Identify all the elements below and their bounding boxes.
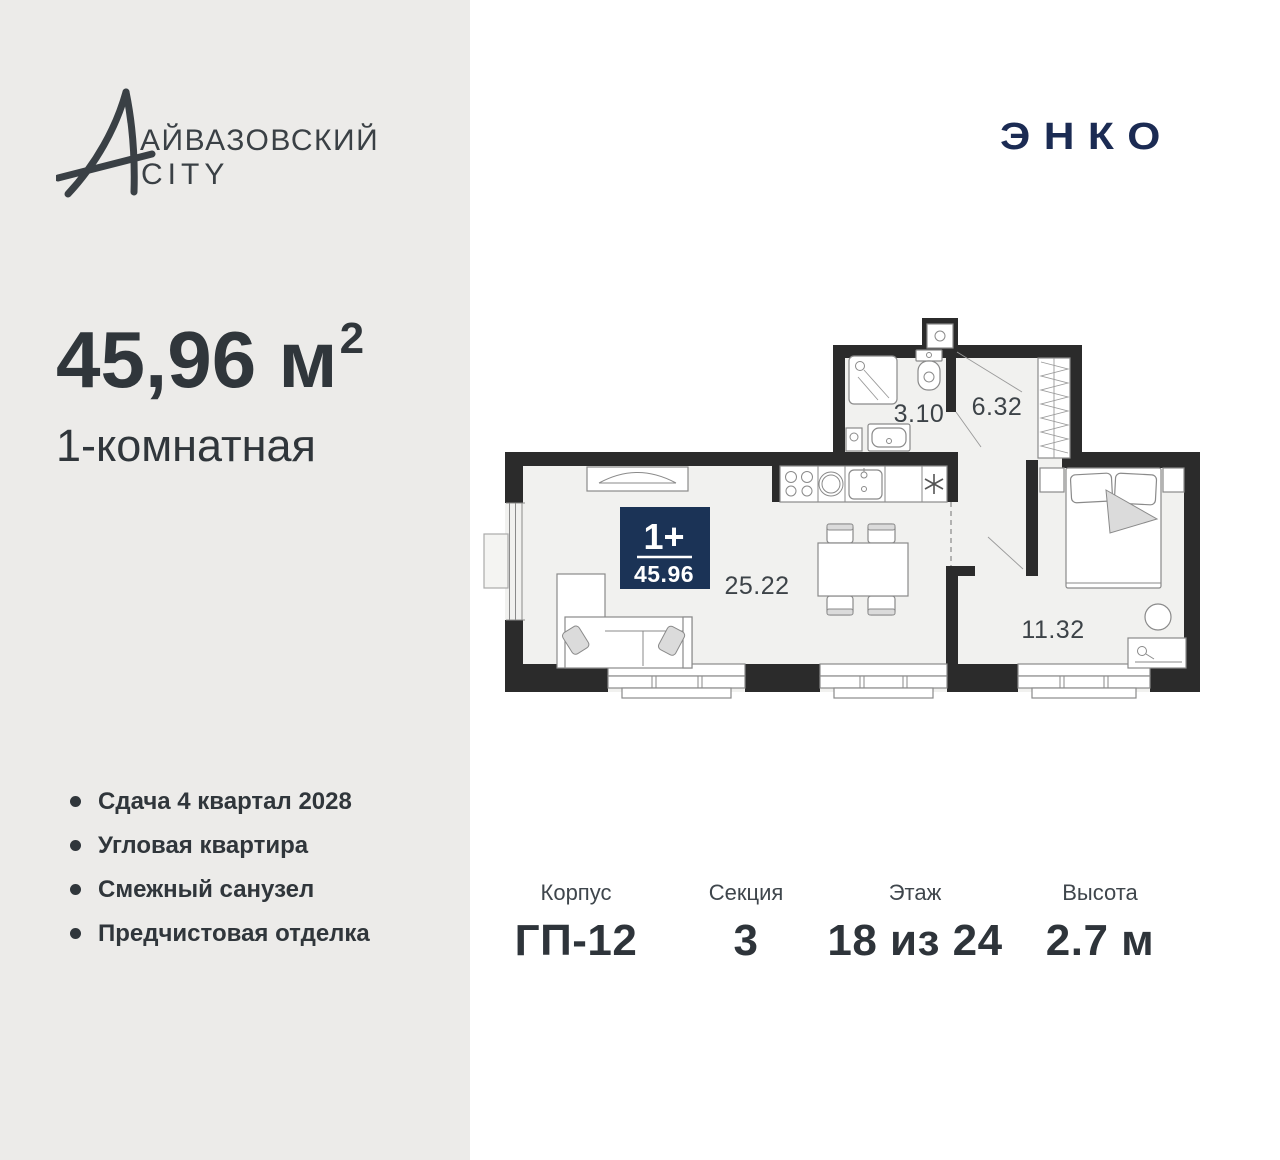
apartment-area (56, 314, 365, 404)
shower-icon (849, 356, 897, 404)
spec-height (1046, 880, 1154, 966)
vent-shaft-icon (927, 324, 953, 348)
spec-label: Высота (1062, 880, 1138, 905)
spec-label: Корпус (540, 880, 612, 905)
bullet-icon (70, 928, 81, 939)
room-label-bathroom: 3.10 (893, 400, 945, 428)
kitchen-counter (780, 466, 947, 502)
shelf (587, 467, 688, 491)
desk (1128, 638, 1186, 668)
spec-value: 2.7 м (1045, 916, 1155, 965)
room-label-hall: 6.32 (971, 393, 1023, 421)
feature-item: Предчистовая отделка (56, 920, 370, 947)
bullet-icon (70, 884, 81, 895)
spec-floor (827, 880, 1002, 966)
spec-value: ГП-12 (514, 916, 638, 965)
brand-name-suffix: CITY (141, 158, 230, 191)
bed (1066, 468, 1161, 588)
desk-chair-icon (1145, 604, 1171, 630)
kitchen-sink-icon (849, 468, 882, 499)
area-value: 45,96 м (56, 315, 338, 404)
feature-list (56, 788, 370, 964)
wardrobe (1038, 358, 1070, 458)
bullet-icon (70, 796, 81, 807)
feature-item: Угловая квартира (56, 832, 370, 859)
feature-item: Смежный санузел (56, 876, 370, 903)
spec-value: 18 из 24 (827, 916, 1003, 965)
spec-label: Секция (708, 880, 784, 905)
balcony (484, 534, 508, 588)
spec-value: 3 (733, 916, 759, 965)
info-panel (0, 0, 470, 1160)
toilet-icon (916, 350, 942, 390)
brand-name: АЙВАЗОВСКИЙ (140, 124, 380, 157)
room-label-living: 25.22 (724, 572, 790, 600)
badge-area: 45.96 (633, 561, 695, 587)
spec-building (515, 880, 638, 966)
bathroom-sink-icon (868, 424, 910, 451)
spec-section (709, 880, 784, 966)
spec-label: Этаж (888, 880, 942, 905)
room-label-bedroom: 11.32 (1021, 616, 1085, 644)
apartment-badge (620, 507, 710, 589)
washer-shaft-icon (846, 428, 862, 451)
window-bottom-living-right (820, 664, 947, 698)
window-bottom-bedroom (1018, 664, 1150, 698)
floor-plan (480, 310, 1200, 710)
badge-rooms: 1+ (643, 516, 685, 557)
apartment-type: 1-комнатная (56, 420, 316, 471)
window-bottom-living-left (608, 664, 745, 698)
feature-item: Сдача 4 квартал 2028 (56, 788, 370, 815)
area-superscript: 2 (339, 314, 365, 364)
developer-logo: ЭНКО (1000, 116, 1174, 158)
bullet-icon (70, 840, 81, 851)
